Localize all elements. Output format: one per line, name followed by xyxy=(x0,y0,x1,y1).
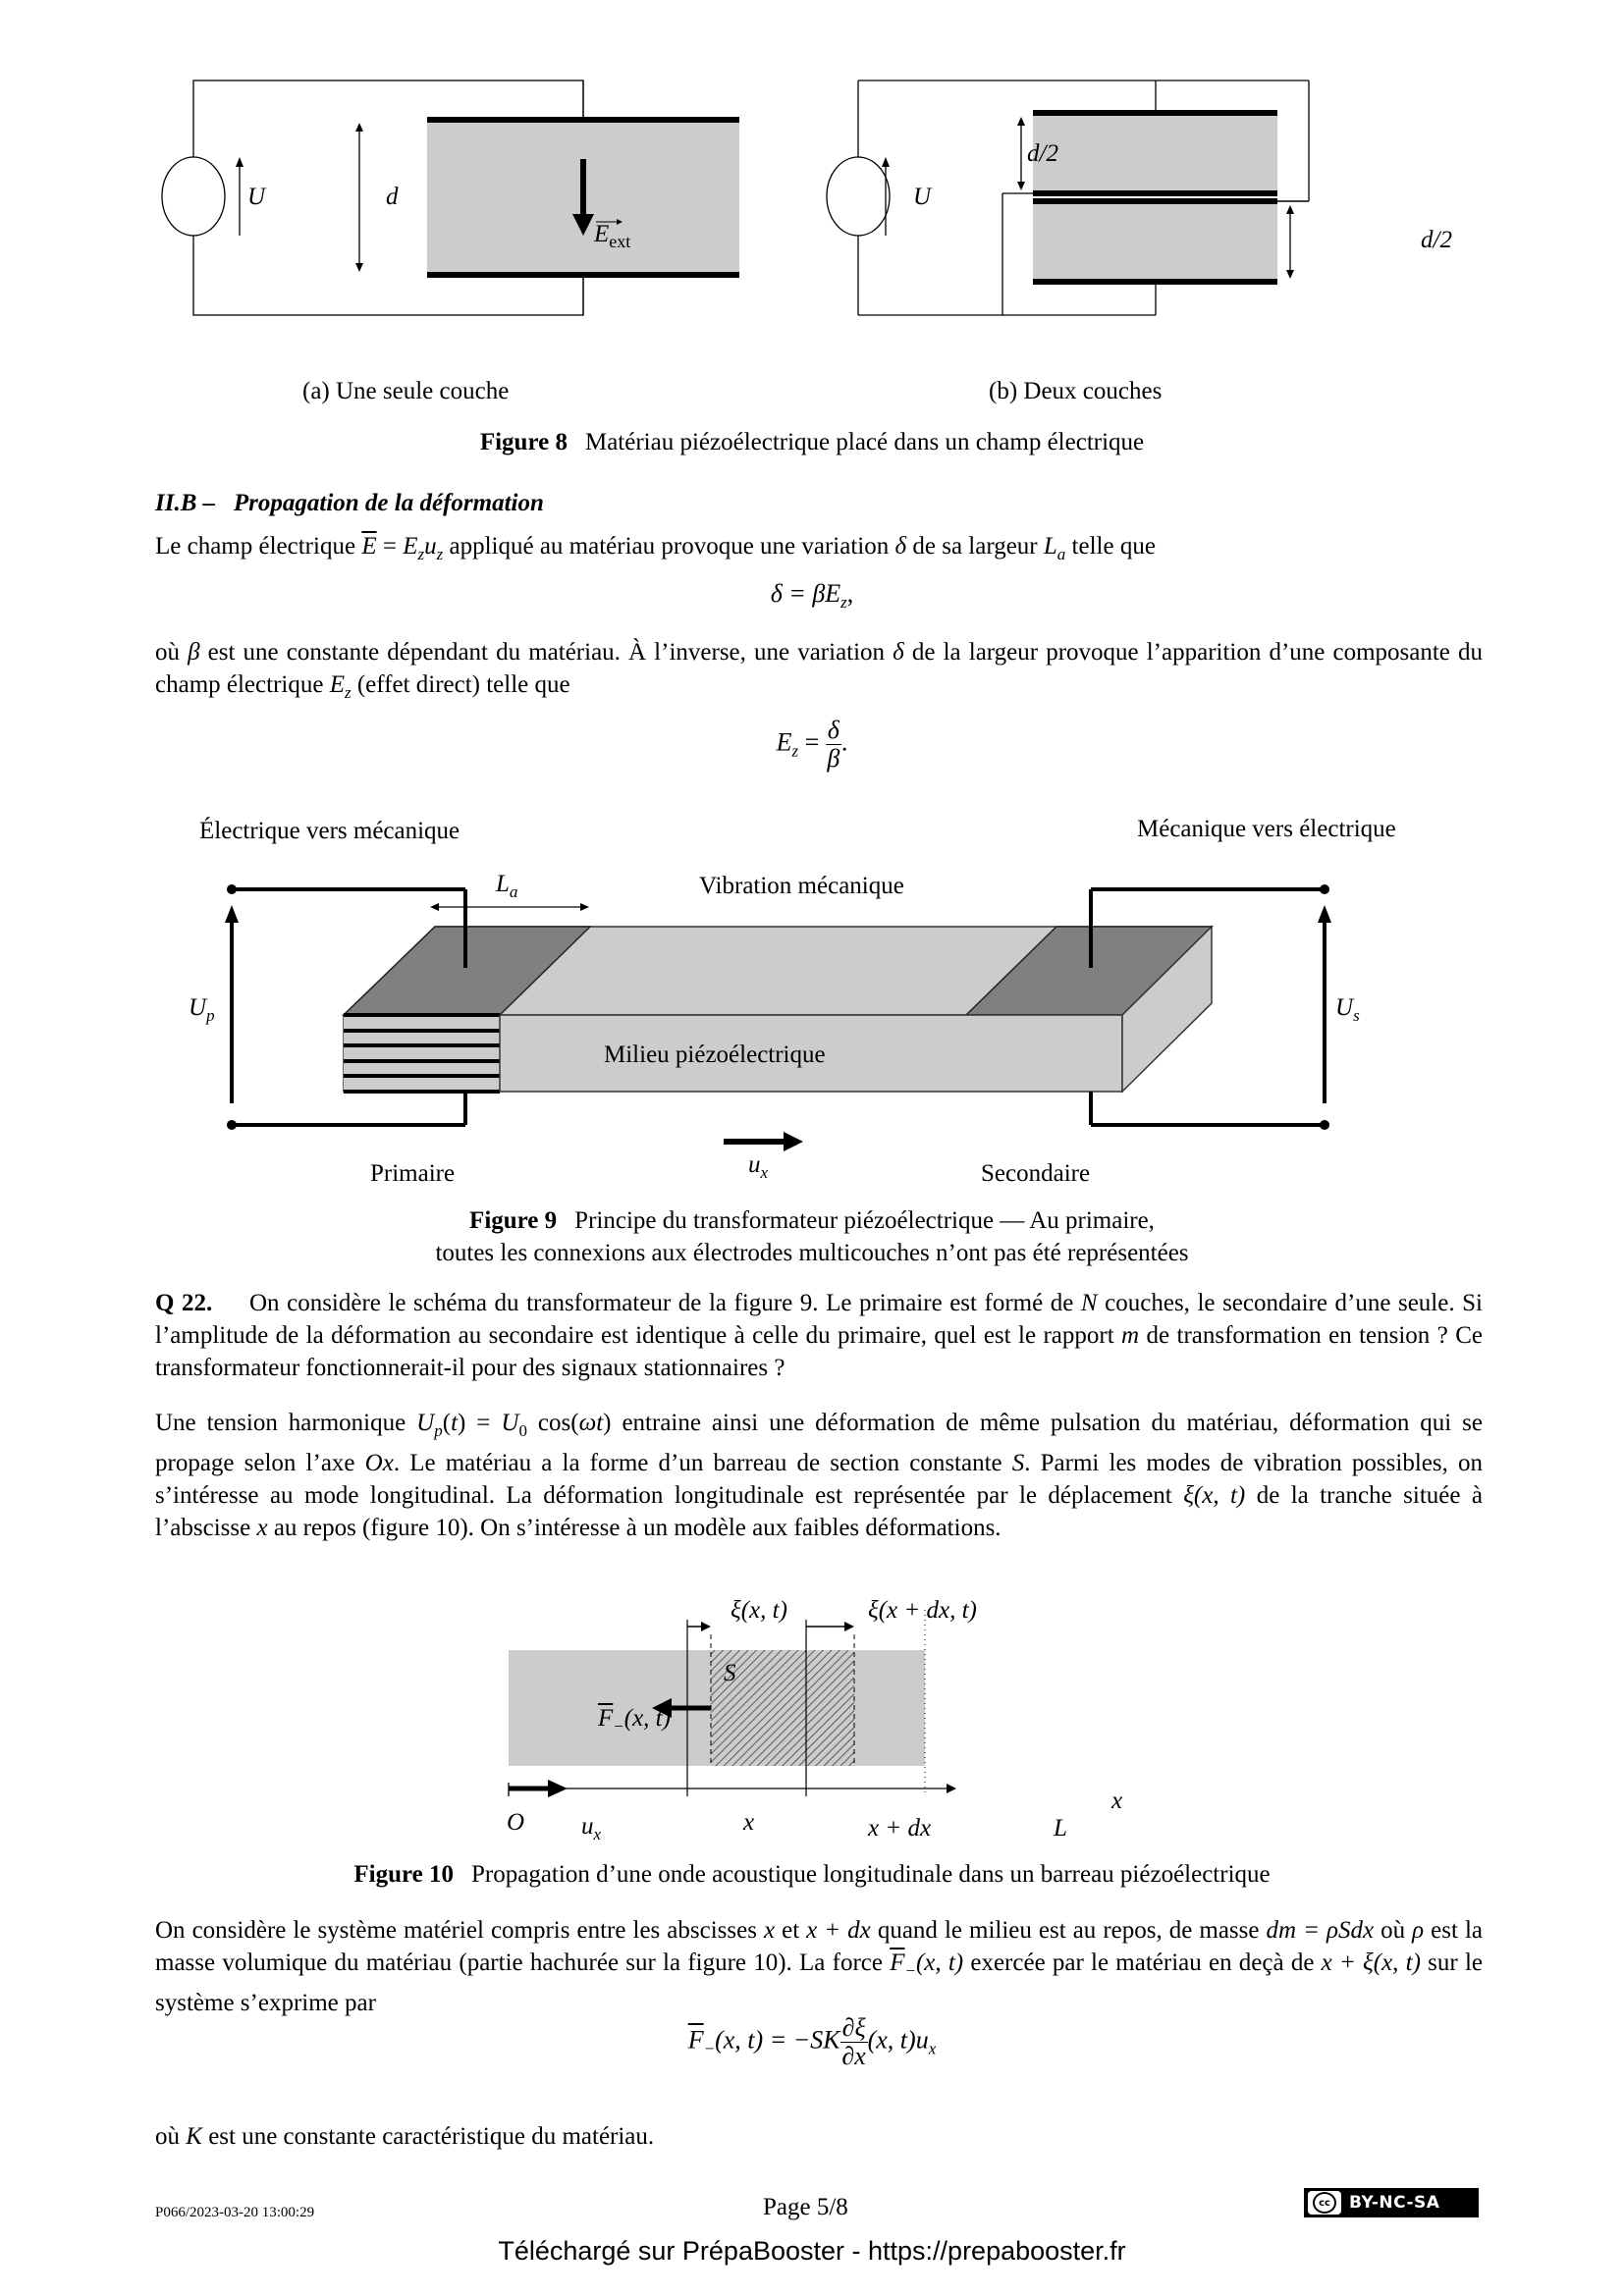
equation-Ez: $E_z$ = $\frac{\delta}{\beta}$ . xyxy=(776,716,848,773)
tick-x-dx: x + dx xyxy=(868,1815,932,1842)
label-ux: $u_x$ xyxy=(748,1151,769,1182)
tick-x: x xyxy=(743,1809,755,1836)
figure-8-caption xyxy=(0,426,1624,458)
label-xi-x: ξ(x, t) xyxy=(731,1597,787,1624)
figure-10-diagram xyxy=(491,1590,1178,1845)
axis-x-label: x xyxy=(1111,1788,1123,1814)
figure-8b-circuit xyxy=(827,80,1309,315)
label-d-half-top: d/2 xyxy=(1027,140,1058,167)
section-title: Propagation de la déformation xyxy=(233,490,544,516)
label-E-ext: $E_{ext}$ xyxy=(594,221,631,251)
label-ux-fig10: $u_x$ xyxy=(581,1813,602,1843)
paragraph-2: où β est une constante dépendant du matériau. À l’inverse, une variation δ de la largeur provoque l’apparition d’une composante du champ électrique $E_z$ (effet direct) telle que xyxy=(155,639,1483,702)
license-badge[interactable] xyxy=(1304,2188,1479,2217)
page-number: Page 5/8 xyxy=(763,2194,848,2220)
label-vibration: Vibration mécanique xyxy=(699,873,904,899)
figure-9-caption: Figure 9 Principe du transformateur piézoélectrique — Au primaire, toutes les connexions aux électrodes multicouches n’ont pas été représentées xyxy=(435,1207,1189,1266)
label-F-minus: $\overline{F}_-(x$, t) xyxy=(598,1705,671,1735)
section-number: II.B – xyxy=(155,490,216,516)
section-heading xyxy=(155,487,544,519)
label-electric-to-mechanical: Électrique vers mécanique xyxy=(199,818,460,844)
label-S: S xyxy=(724,1660,736,1686)
document-id: P066/2023-03-20 13:00:29 xyxy=(155,2205,315,2220)
label-La: $L_a$ xyxy=(496,871,518,901)
equation-delta: $\delta = \beta E_z$, xyxy=(770,579,854,613)
label-d-half-bottom: d/2 xyxy=(1421,227,1452,253)
label-U-a: U xyxy=(247,184,266,210)
figure-9-label: Figure 9 xyxy=(469,1207,558,1234)
label-Up: $U_p$ xyxy=(189,994,215,1025)
paragraph-1: Le champ électrique $\overline{E} = E_zu_z$ appliqué au matériau provoque une variation δ de sa largeur $L_a$ telle que xyxy=(155,533,1156,563)
figure-10-label: Figure 10 xyxy=(353,1861,454,1888)
label-primary: Primaire xyxy=(370,1160,456,1187)
figure-10-caption: Figure 10 Propagation d’une onde acoustique longitudinale dans un barreau piézoélectrique xyxy=(353,1861,1271,1888)
figure-8-caption-text: Matériau piézoélectrique placé dans un champ électrique xyxy=(584,429,1145,455)
label-Us: $U_s$ xyxy=(1335,994,1360,1025)
figure-9-diagram xyxy=(0,864,1624,1198)
label-xi-x-dx: ξ(x + dx, t) xyxy=(868,1597,977,1624)
figure-8-label: Figure 8 xyxy=(479,429,568,455)
label-O: O xyxy=(507,1809,525,1836)
download-notice[interactable]: Téléchargé sur PrépaBooster - https://prepabooster.fr xyxy=(498,2236,1126,2266)
label-U-b: U xyxy=(913,184,932,210)
question-22: Q 22. On considère le schéma du transformateur de la figure 9. Le primaire est formé de N couches, le secondaire d’une seule. Si l’amplitude de la déformation au secondaire est identique à celle du primaire, quel est le rapport m de transformation en tension ? Ce transformateur fonctionnerait-il pour des signaux stationnaires ? xyxy=(155,1290,1483,1381)
paragraph-4: On considère le système matériel compris entre les abscisses x et x + dx quand le milieu est au repos, de masse dm = ρSdx où ρ est la masse volumique du matériau (partie hachurée sur la figure 10). La force $\overline{F}_-(x$, t) exercée par le matériau en deçà de x + ξ(x, t) sur le système s’exprime par xyxy=(155,1917,1484,2016)
figure-8a-caption: (a) Une seule couche xyxy=(302,378,510,404)
label-mechanical-to-electric: Mécanique vers électrique xyxy=(1137,816,1396,842)
paragraph-5: où K est une constante caractéristique du matériau. xyxy=(155,2123,655,2150)
label-medium: Milieu piézoélectrique xyxy=(604,1041,826,1068)
cc-icon: cc xyxy=(1308,2191,1341,2215)
question-number: Q 22. xyxy=(155,1290,213,1316)
license-text: BY-NC-SA xyxy=(1349,2193,1440,2213)
equation-force: $\overline{F}_-(x$, t) = −SK $\frac{\partial\xi}{\partial x}$ (x, $t)u_x$ xyxy=(687,2013,937,2070)
label-secondary: Secondaire xyxy=(981,1160,1091,1187)
label-d: d xyxy=(386,184,399,210)
tick-L: L xyxy=(1054,1815,1067,1842)
figure-8-diagram xyxy=(0,0,1624,353)
paragraph-3: Une tension harmonique $U_p(t) = U_0$ cos(ωt) entraine ainsi une déformation de même pulsation du matériau, déformation qui se propage selon l’axe Ox. Le matériau a la forme d’un barreau de section constante S. Parmi les modes de vibration possibles, on s’intéresse au mode longitudinal. La déformation longitudinale est représentée par le déplacement ξ(x, t) de la tranche située à l’abscisse x au repos (figure 10). On s’intéresse à un modèle aux faibles déformations. xyxy=(155,1410,1484,1541)
figure-8b-caption: (b) Deux couches xyxy=(989,378,1163,404)
